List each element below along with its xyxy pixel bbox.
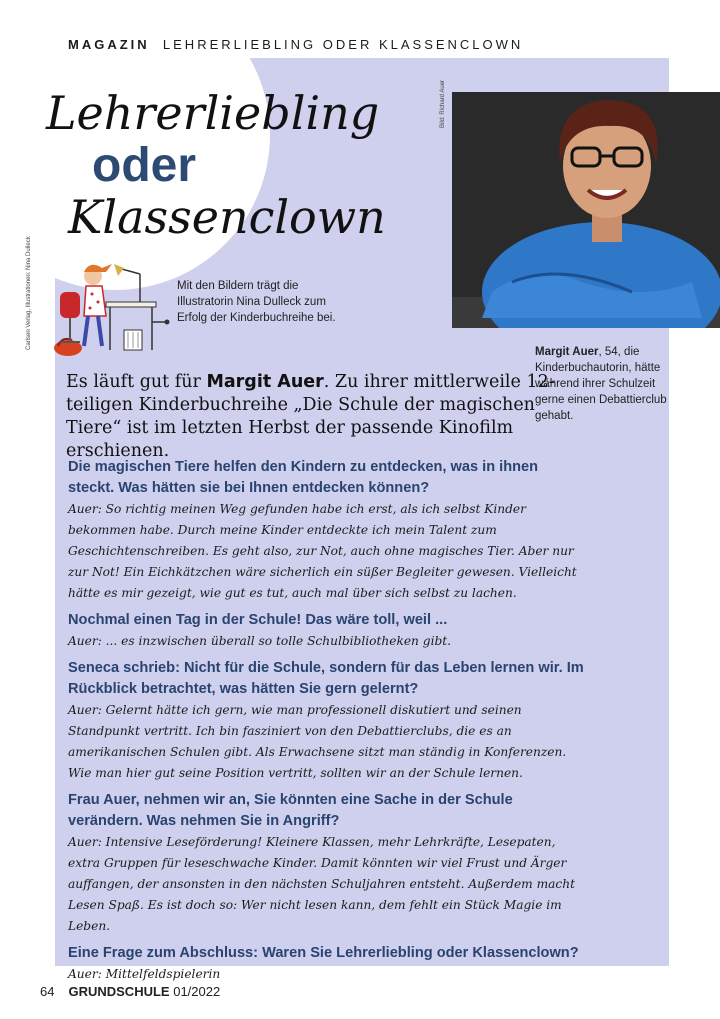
page-number: 64: [40, 984, 55, 999]
photo-caption-text: , 54, die Kinderbuchautorin, hätte während ihrer Schulzeit gerne einen Debattierclub gehabt.: [535, 346, 667, 422]
page-header: [68, 37, 523, 52]
qa-item: [68, 457, 588, 604]
answer: Auer: Mittelfeldspielerin: [68, 967, 221, 981]
lead-name: Margit Auer: [206, 372, 324, 392]
lead-before: Es läuft gut für: [66, 372, 207, 392]
qa-item: [68, 610, 588, 652]
answer: Auer: So richtig meinen Weg gefunden habe ich erst, als ich selbst Kinder bekommen habe. Durch meine Kinder entdeckte ich mein Talent zum Geschichtenschreiben. Es geht also, zur Not, auch ohne magisches Tier. Aber nur zur Not! Ein Eichkätzchen wäre sicherlich ein süßer Begleiter gewesen. Vielleicht hätte es mir gezeigt, wie gut es tut, auch mal über sich selbst zu lachen.: [68, 502, 577, 600]
header-title: LEHRERLIEBLING ODER KLASSENCLOWN: [162, 37, 524, 52]
interview: [68, 457, 588, 991]
header-section: MAGAZIN: [68, 37, 150, 52]
qa-item: [68, 790, 588, 937]
title-line-1: Lehrerliebling: [46, 86, 380, 140]
answer: Auer: Intensive Leseförderung! Kleinere Klassen, mehr Lehrkräfte, Lesepaten, extra Gruppen für leseschwache Kinder. Damit könnten wir viel Frust und Ärger auffangen, der ansonsten in den nächsten Schuljahren entsteht. Außerdem macht Lesen Spaß. Es ist doch so: Wer nicht lesen kann, dem fehlt ein Stück Magie im Leben.: [68, 835, 575, 933]
question: Eine Frage zum Abschluss: Waren Sie Lehrerliebling oder Klassenclown?: [68, 945, 579, 961]
author-portrait-photo: [452, 92, 720, 328]
qa-item: [68, 658, 588, 784]
question: Die magischen Tiere helfen den Kindern zu entdecken, was in ihnen steckt. Was hätten sie bei Ihnen entdecken können?: [68, 459, 539, 496]
illustration-caption: Mit den Bildern trägt die Illustratorin Nina Dulleck zum Erfolg der Kinderbuchreihe bei.: [177, 280, 336, 324]
illustration-credit: Carlsen Verlag, Illustrationen: Nina Dulleck: [26, 236, 32, 350]
question: Nochmal einen Tag in der Schule! Das wäre toll, weil ...: [68, 612, 448, 628]
question: Seneca schrieb: Nicht für die Schule, sondern für das Leben lernen wir. Im Rückblick betrachtet, was hätten Sie gern gelernt?: [68, 660, 584, 697]
answer: Auer: ... es inzwischen überall so tolle Schulbibliotheken gibt.: [68, 634, 452, 648]
magazine-name: GRUNDSCHULE: [68, 984, 170, 999]
qa-item: [68, 943, 588, 985]
page-footer: [40, 984, 220, 999]
title-line-3: Klassenclown: [68, 190, 386, 244]
title-line-2: oder: [92, 139, 197, 192]
question: Frau Auer, nehmen wir an, Sie könnten eine Sache in der Schule verändern. Was nehmen Sie in Angriff?: [68, 792, 513, 829]
lead-paragraph: [66, 371, 586, 463]
photo-credit: Bild: Richard Auer: [440, 79, 446, 128]
answer: Auer: Gelernt hätte ich gern, wie man professionell diskutiert und seinen Standpunkt vertritt. Ich bin fasziniert von den Debattierclubs, die es an amerikanischen Schulen gibt. Als Erwachsene sitzt man ständig in Konferenzen. Wie man hier gut seine Position vertritt, sollten wir an der Schule lernen.: [68, 703, 567, 780]
photo-caption-name: Margit Auer: [535, 346, 599, 358]
lead-after: . Zu ihrer mittlerweile 12-teiligen Kinderbuchreihe „Die Schule der magischen Tiere“ ist im letzten Herbst der passende Kinofilm erschienen.: [66, 372, 555, 461]
girl-at-desk-illustration: [48, 258, 173, 362]
issue-number: 01/2022: [173, 984, 221, 999]
